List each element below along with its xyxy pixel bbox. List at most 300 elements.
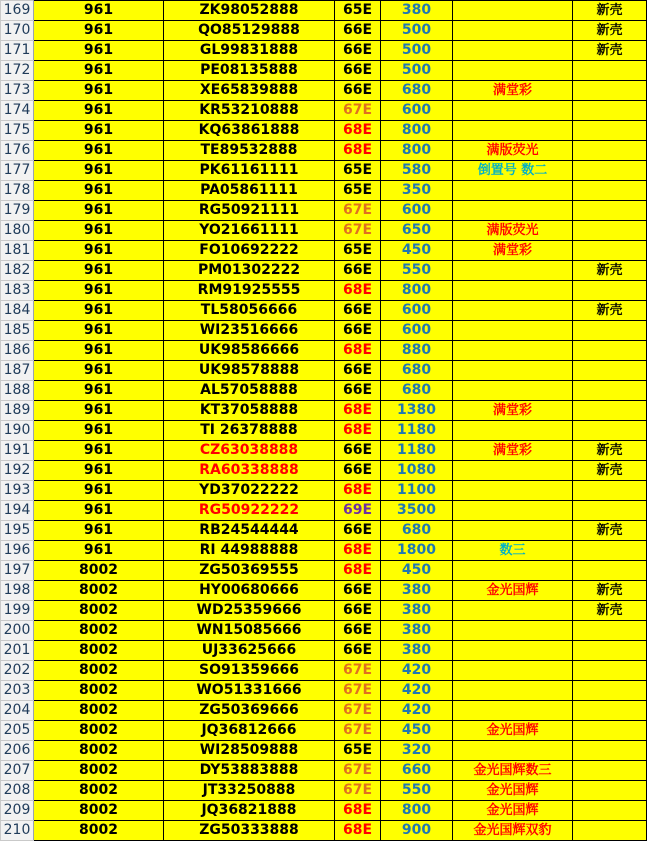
- brand-cell[interactable]: 8002: [34, 741, 164, 761]
- size-cell[interactable]: 68E: [335, 141, 381, 161]
- shell-cell[interactable]: [573, 501, 647, 521]
- brand-cell[interactable]: 8002: [34, 681, 164, 701]
- size-cell[interactable]: 68E: [335, 401, 381, 421]
- serial-code-cell[interactable]: RG50921111: [164, 201, 335, 221]
- serial-code-cell[interactable]: AL57058888: [164, 381, 335, 401]
- shell-cell[interactable]: [573, 161, 647, 181]
- shell-cell[interactable]: [573, 141, 647, 161]
- shell-cell[interactable]: [573, 101, 647, 121]
- price-cell[interactable]: 800: [381, 281, 453, 301]
- brand-cell[interactable]: 961: [34, 381, 164, 401]
- row-number[interactable]: 178: [1, 181, 34, 201]
- serial-code-cell[interactable]: QO85129888: [164, 21, 335, 41]
- note-cell[interactable]: 满堂彩: [453, 241, 573, 261]
- note-cell[interactable]: 数三: [453, 541, 573, 561]
- price-cell[interactable]: 680: [381, 81, 453, 101]
- shell-cell[interactable]: 新壳: [573, 461, 647, 481]
- shell-cell[interactable]: 新壳: [573, 1, 647, 21]
- shell-cell[interactable]: [573, 721, 647, 741]
- note-cell[interactable]: 满堂彩: [453, 401, 573, 421]
- row-number[interactable]: 193: [1, 481, 34, 501]
- shell-cell[interactable]: [573, 61, 647, 81]
- brand-cell[interactable]: 961: [34, 201, 164, 221]
- brand-cell[interactable]: 961: [34, 341, 164, 361]
- size-cell[interactable]: 66E: [335, 381, 381, 401]
- table-row: [1, 621, 647, 641]
- serial-code-cell[interactable]: KT37058888: [164, 401, 335, 421]
- serial-code-cell[interactable]: KQ63861888: [164, 121, 335, 141]
- price-cell[interactable]: 380: [381, 581, 453, 601]
- serial-code-cell[interactable]: GL99831888: [164, 41, 335, 61]
- price-cell[interactable]: 680: [381, 381, 453, 401]
- note-cell[interactable]: [453, 681, 573, 701]
- note-cell[interactable]: 金光国辉: [453, 801, 573, 821]
- row-number[interactable]: 203: [1, 681, 34, 701]
- shell-cell[interactable]: [573, 541, 647, 561]
- price-cell[interactable]: 500: [381, 21, 453, 41]
- serial-code-cell[interactable]: PE08135888: [164, 61, 335, 81]
- row-number[interactable]: 196: [1, 541, 34, 561]
- brand-cell[interactable]: 961: [34, 281, 164, 301]
- price-cell[interactable]: 580: [381, 161, 453, 181]
- shell-cell[interactable]: [573, 421, 647, 441]
- shell-cell[interactable]: [573, 701, 647, 721]
- note-cell[interactable]: [453, 301, 573, 321]
- row-number[interactable]: 175: [1, 121, 34, 141]
- note-cell[interactable]: [453, 341, 573, 361]
- row-number[interactable]: 177: [1, 161, 34, 181]
- brand-cell[interactable]: 961: [34, 121, 164, 141]
- shell-cell[interactable]: [573, 361, 647, 381]
- row-number[interactable]: 176: [1, 141, 34, 161]
- price-cell[interactable]: 660: [381, 761, 453, 781]
- note-cell[interactable]: 倒置号 数二: [453, 161, 573, 181]
- serial-code-cell[interactable]: HY00680666: [164, 581, 335, 601]
- shell-cell[interactable]: 新壳: [573, 581, 647, 601]
- price-cell[interactable]: 380: [381, 601, 453, 621]
- brand-cell[interactable]: 961: [34, 41, 164, 61]
- table-row: [1, 821, 647, 841]
- note-cell[interactable]: 金光国辉数三: [453, 761, 573, 781]
- serial-code-cell[interactable]: PA05861111: [164, 181, 335, 201]
- serial-code-cell[interactable]: RG50922222: [164, 501, 335, 521]
- serial-code-cell[interactable]: ZG50333888: [164, 821, 335, 841]
- brand-cell[interactable]: 961: [34, 221, 164, 241]
- size-cell[interactable]: 66E: [335, 261, 381, 281]
- row-number[interactable]: 197: [1, 561, 34, 581]
- price-cell[interactable]: 880: [381, 341, 453, 361]
- shell-cell[interactable]: 新壳: [573, 261, 647, 281]
- note-cell[interactable]: [453, 561, 573, 581]
- price-cell[interactable]: 600: [381, 301, 453, 321]
- note-cell[interactable]: [453, 261, 573, 281]
- serial-code-cell[interactable]: PM01302222: [164, 261, 335, 281]
- row-number[interactable]: 184: [1, 301, 34, 321]
- serial-code-cell[interactable]: WD25359666: [164, 601, 335, 621]
- brand-cell[interactable]: 8002: [34, 801, 164, 821]
- brand-cell[interactable]: 961: [34, 481, 164, 501]
- row-number[interactable]: 195: [1, 521, 34, 541]
- price-cell[interactable]: 450: [381, 241, 453, 261]
- size-cell[interactable]: 65E: [335, 1, 381, 21]
- size-cell[interactable]: 65E: [335, 241, 381, 261]
- price-cell[interactable]: 350: [381, 181, 453, 201]
- brand-cell[interactable]: 8002: [34, 581, 164, 601]
- note-cell[interactable]: [453, 281, 573, 301]
- note-cell[interactable]: [453, 321, 573, 341]
- size-cell[interactable]: 66E: [335, 441, 381, 461]
- row-number[interactable]: 188: [1, 381, 34, 401]
- note-cell[interactable]: [453, 481, 573, 501]
- note-cell[interactable]: [453, 381, 573, 401]
- size-cell[interactable]: 67E: [335, 761, 381, 781]
- size-cell[interactable]: 69E: [335, 501, 381, 521]
- brand-cell[interactable]: 961: [34, 81, 164, 101]
- note-cell[interactable]: [453, 101, 573, 121]
- size-cell[interactable]: 68E: [335, 801, 381, 821]
- serial-code-cell[interactable]: TI 26378888: [164, 421, 335, 441]
- table-row: [1, 701, 647, 721]
- shell-cell[interactable]: [573, 641, 647, 661]
- note-cell[interactable]: [453, 641, 573, 661]
- price-cell[interactable]: 450: [381, 561, 453, 581]
- brand-cell[interactable]: 8002: [34, 761, 164, 781]
- price-cell[interactable]: 500: [381, 61, 453, 81]
- note-cell[interactable]: [453, 621, 573, 641]
- size-cell[interactable]: 67E: [335, 221, 381, 241]
- price-cell[interactable]: 420: [381, 681, 453, 701]
- size-cell[interactable]: 66E: [335, 521, 381, 541]
- serial-code-cell[interactable]: RM91925555: [164, 281, 335, 301]
- shell-cell[interactable]: 新壳: [573, 521, 647, 541]
- brand-cell[interactable]: 961: [34, 181, 164, 201]
- shell-cell[interactable]: [573, 221, 647, 241]
- note-cell[interactable]: [453, 421, 573, 441]
- row-number[interactable]: 200: [1, 621, 34, 641]
- note-cell[interactable]: 满堂彩: [453, 81, 573, 101]
- table-row: [1, 461, 647, 481]
- price-cell[interactable]: 1100: [381, 481, 453, 501]
- size-cell[interactable]: 67E: [335, 781, 381, 801]
- row-number[interactable]: 207: [1, 761, 34, 781]
- price-cell[interactable]: 380: [381, 641, 453, 661]
- shell-cell[interactable]: [573, 741, 647, 761]
- price-cell[interactable]: 420: [381, 701, 453, 721]
- row-number[interactable]: 174: [1, 101, 34, 121]
- price-cell[interactable]: 1080: [381, 461, 453, 481]
- brand-cell[interactable]: 961: [34, 321, 164, 341]
- size-cell[interactable]: 66E: [335, 581, 381, 601]
- brand-cell[interactable]: 8002: [34, 641, 164, 661]
- row-number[interactable]: 180: [1, 221, 34, 241]
- brand-cell[interactable]: 961: [34, 261, 164, 281]
- serial-code-cell[interactable]: RI 44988888: [164, 541, 335, 561]
- note-cell[interactable]: [453, 501, 573, 521]
- shell-cell[interactable]: [573, 801, 647, 821]
- note-cell[interactable]: [453, 361, 573, 381]
- note-cell[interactable]: 满堂彩: [453, 441, 573, 461]
- serial-code-cell[interactable]: DY53883888: [164, 761, 335, 781]
- price-cell[interactable]: 600: [381, 201, 453, 221]
- serial-code-cell[interactable]: JQ36812666: [164, 721, 335, 741]
- size-cell[interactable]: 68E: [335, 281, 381, 301]
- size-cell[interactable]: 66E: [335, 601, 381, 621]
- price-cell[interactable]: 600: [381, 101, 453, 121]
- price-cell[interactable]: 320: [381, 741, 453, 761]
- size-cell[interactable]: 65E: [335, 741, 381, 761]
- note-cell[interactable]: [453, 601, 573, 621]
- row-number[interactable]: 190: [1, 421, 34, 441]
- brand-cell[interactable]: 961: [34, 461, 164, 481]
- price-cell[interactable]: 1800: [381, 541, 453, 561]
- row-number[interactable]: 191: [1, 441, 34, 461]
- size-cell[interactable]: 67E: [335, 101, 381, 121]
- serial-code-cell[interactable]: YO21661111: [164, 221, 335, 241]
- serial-code-cell[interactable]: RA60338888: [164, 461, 335, 481]
- shell-cell[interactable]: [573, 681, 647, 701]
- size-cell[interactable]: 67E: [335, 661, 381, 681]
- note-cell[interactable]: [453, 201, 573, 221]
- price-cell[interactable]: 900: [381, 821, 453, 841]
- size-cell[interactable]: 66E: [335, 461, 381, 481]
- note-cell[interactable]: [453, 741, 573, 761]
- brand-cell[interactable]: 961: [34, 541, 164, 561]
- price-cell[interactable]: 500: [381, 41, 453, 61]
- price-cell[interactable]: 380: [381, 1, 453, 21]
- brand-cell[interactable]: 8002: [34, 821, 164, 841]
- note-cell[interactable]: 金光国辉: [453, 721, 573, 741]
- price-cell[interactable]: 650: [381, 221, 453, 241]
- size-cell[interactable]: 66E: [335, 621, 381, 641]
- brand-cell[interactable]: 961: [34, 501, 164, 521]
- serial-code-cell[interactable]: WN15085666: [164, 621, 335, 641]
- price-cell[interactable]: 1180: [381, 421, 453, 441]
- brand-cell[interactable]: 8002: [34, 661, 164, 681]
- brand-cell[interactable]: 961: [34, 241, 164, 261]
- size-cell[interactable]: 66E: [335, 641, 381, 661]
- serial-code-cell[interactable]: ZG50369666: [164, 701, 335, 721]
- row-number[interactable]: 198: [1, 581, 34, 601]
- shell-cell[interactable]: [573, 781, 647, 801]
- shell-cell[interactable]: 新壳: [573, 21, 647, 41]
- size-cell[interactable]: 68E: [335, 541, 381, 561]
- size-cell[interactable]: 67E: [335, 721, 381, 741]
- note-cell[interactable]: [453, 181, 573, 201]
- row-number[interactable]: 170: [1, 21, 34, 41]
- brand-cell[interactable]: 961: [34, 401, 164, 421]
- serial-code-cell[interactable]: WI28509888: [164, 741, 335, 761]
- shell-cell[interactable]: [573, 761, 647, 781]
- size-cell[interactable]: 68E: [335, 481, 381, 501]
- size-cell[interactable]: 67E: [335, 701, 381, 721]
- note-cell[interactable]: 金光国辉: [453, 781, 573, 801]
- shell-cell[interactable]: [573, 281, 647, 301]
- price-cell[interactable]: 800: [381, 801, 453, 821]
- shell-cell[interactable]: [573, 381, 647, 401]
- price-cell[interactable]: 420: [381, 661, 453, 681]
- row-number[interactable]: 205: [1, 721, 34, 741]
- shell-cell[interactable]: [573, 561, 647, 581]
- price-cell[interactable]: 1380: [381, 401, 453, 421]
- serial-code-cell[interactable]: PK61161111: [164, 161, 335, 181]
- row-number[interactable]: 202: [1, 661, 34, 681]
- brand-cell[interactable]: 961: [34, 421, 164, 441]
- table-row: [1, 261, 647, 281]
- note-cell[interactable]: [453, 661, 573, 681]
- price-cell[interactable]: 3500: [381, 501, 453, 521]
- row-number[interactable]: 206: [1, 741, 34, 761]
- price-cell[interactable]: 680: [381, 361, 453, 381]
- shell-cell[interactable]: [573, 241, 647, 261]
- size-cell[interactable]: 67E: [335, 681, 381, 701]
- shell-cell[interactable]: [573, 201, 647, 221]
- row-number[interactable]: 185: [1, 321, 34, 341]
- shell-cell[interactable]: [573, 821, 647, 841]
- shell-cell[interactable]: [573, 621, 647, 641]
- serial-code-cell[interactable]: KR53210888: [164, 101, 335, 121]
- shell-cell[interactable]: [573, 181, 647, 201]
- price-cell[interactable]: 680: [381, 521, 453, 541]
- serial-code-cell[interactable]: YD37022222: [164, 481, 335, 501]
- shell-cell[interactable]: [573, 321, 647, 341]
- serial-code-cell[interactable]: WI23516666: [164, 321, 335, 341]
- brand-cell[interactable]: 8002: [34, 601, 164, 621]
- size-cell[interactable]: 66E: [335, 361, 381, 381]
- row-number[interactable]: 210: [1, 821, 34, 841]
- row-number[interactable]: 171: [1, 41, 34, 61]
- brand-cell[interactable]: 8002: [34, 561, 164, 581]
- brand-cell[interactable]: 961: [34, 301, 164, 321]
- size-cell[interactable]: 67E: [335, 201, 381, 221]
- price-cell[interactable]: 380: [381, 621, 453, 641]
- table-row: [1, 361, 647, 381]
- price-cell[interactable]: 450: [381, 721, 453, 741]
- serial-code-cell[interactable]: FO10692222: [164, 241, 335, 261]
- serial-code-cell[interactable]: UJ33625666: [164, 641, 335, 661]
- brand-cell[interactable]: 961: [34, 441, 164, 461]
- note-cell[interactable]: [453, 21, 573, 41]
- shell-cell[interactable]: [573, 481, 647, 501]
- shell-cell[interactable]: [573, 341, 647, 361]
- shell-cell[interactable]: 新壳: [573, 301, 647, 321]
- brand-cell[interactable]: 961: [34, 61, 164, 81]
- row-number[interactable]: 169: [1, 1, 34, 21]
- price-cell[interactable]: 550: [381, 781, 453, 801]
- note-cell[interactable]: 金光国辉双豹: [453, 821, 573, 841]
- brand-cell[interactable]: 961: [34, 161, 164, 181]
- row-number[interactable]: 208: [1, 781, 34, 801]
- note-cell[interactable]: [453, 41, 573, 61]
- note-cell[interactable]: [453, 121, 573, 141]
- serial-code-cell[interactable]: WO51331666: [164, 681, 335, 701]
- row-number[interactable]: 187: [1, 361, 34, 381]
- shell-cell[interactable]: 新壳: [573, 441, 647, 461]
- row-number[interactable]: 192: [1, 461, 34, 481]
- brand-cell[interactable]: 961: [34, 21, 164, 41]
- shell-cell[interactable]: 新壳: [573, 601, 647, 621]
- price-cell[interactable]: 1180: [381, 441, 453, 461]
- row-number[interactable]: 173: [1, 81, 34, 101]
- brand-cell[interactable]: 8002: [34, 621, 164, 641]
- brand-cell[interactable]: 961: [34, 521, 164, 541]
- size-cell[interactable]: 66E: [335, 301, 381, 321]
- price-cell[interactable]: 600: [381, 321, 453, 341]
- size-cell[interactable]: 68E: [335, 341, 381, 361]
- brand-cell[interactable]: 961: [34, 101, 164, 121]
- size-cell[interactable]: 66E: [335, 41, 381, 61]
- brand-cell[interactable]: 961: [34, 1, 164, 21]
- row-number[interactable]: 181: [1, 241, 34, 261]
- note-cell[interactable]: [453, 461, 573, 481]
- price-cell[interactable]: 800: [381, 141, 453, 161]
- row-number[interactable]: 199: [1, 601, 34, 621]
- size-cell[interactable]: 65E: [335, 181, 381, 201]
- row-number[interactable]: 172: [1, 61, 34, 81]
- serial-code-cell[interactable]: ZK98052888: [164, 1, 335, 21]
- brand-cell[interactable]: 961: [34, 141, 164, 161]
- note-cell[interactable]: [453, 1, 573, 21]
- note-cell[interactable]: [453, 61, 573, 81]
- row-number[interactable]: 179: [1, 201, 34, 221]
- shell-cell[interactable]: [573, 401, 647, 421]
- note-cell[interactable]: [453, 521, 573, 541]
- serial-code-cell[interactable]: XE65839888: [164, 81, 335, 101]
- row-number[interactable]: 201: [1, 641, 34, 661]
- shell-cell[interactable]: 新壳: [573, 41, 647, 61]
- brand-cell[interactable]: 961: [34, 361, 164, 381]
- note-cell[interactable]: 金光国辉: [453, 581, 573, 601]
- price-cell[interactable]: 800: [381, 121, 453, 141]
- brand-cell[interactable]: 8002: [34, 701, 164, 721]
- size-cell[interactable]: 66E: [335, 21, 381, 41]
- shell-cell[interactable]: [573, 121, 647, 141]
- note-cell[interactable]: 满版荧光: [453, 141, 573, 161]
- size-cell[interactable]: 68E: [335, 421, 381, 441]
- serial-code-cell[interactable]: CZ63038888: [164, 441, 335, 461]
- serial-code-cell[interactable]: RB24544444: [164, 521, 335, 541]
- size-cell[interactable]: 68E: [335, 121, 381, 141]
- serial-code-cell[interactable]: JQ36821888: [164, 801, 335, 821]
- shell-cell[interactable]: [573, 81, 647, 101]
- row-number[interactable]: 209: [1, 801, 34, 821]
- serial-code-cell[interactable]: UK98578888: [164, 361, 335, 381]
- size-cell[interactable]: 68E: [335, 561, 381, 581]
- row-number[interactable]: 194: [1, 501, 34, 521]
- serial-code-cell[interactable]: TL58056666: [164, 301, 335, 321]
- price-cell[interactable]: 550: [381, 261, 453, 281]
- note-cell[interactable]: 满版荧光: [453, 221, 573, 241]
- size-cell[interactable]: 66E: [335, 321, 381, 341]
- size-cell[interactable]: 68E: [335, 821, 381, 841]
- row-number[interactable]: 186: [1, 341, 34, 361]
- size-cell[interactable]: 66E: [335, 61, 381, 81]
- note-cell[interactable]: [453, 701, 573, 721]
- serial-code-cell[interactable]: SO91359666: [164, 661, 335, 681]
- serial-code-cell[interactable]: JT33250888: [164, 781, 335, 801]
- serial-code-cell[interactable]: ZG50369555: [164, 561, 335, 581]
- row-number[interactable]: 189: [1, 401, 34, 421]
- brand-cell[interactable]: 8002: [34, 721, 164, 741]
- size-cell[interactable]: 65E: [335, 161, 381, 181]
- row-number[interactable]: 204: [1, 701, 34, 721]
- row-number[interactable]: 182: [1, 261, 34, 281]
- brand-cell[interactable]: 8002: [34, 781, 164, 801]
- row-number[interactable]: 183: [1, 281, 34, 301]
- serial-code-cell[interactable]: UK98586666: [164, 341, 335, 361]
- shell-cell[interactable]: [573, 661, 647, 681]
- serial-code-cell[interactable]: TE89532888: [164, 141, 335, 161]
- size-cell[interactable]: 66E: [335, 81, 381, 101]
